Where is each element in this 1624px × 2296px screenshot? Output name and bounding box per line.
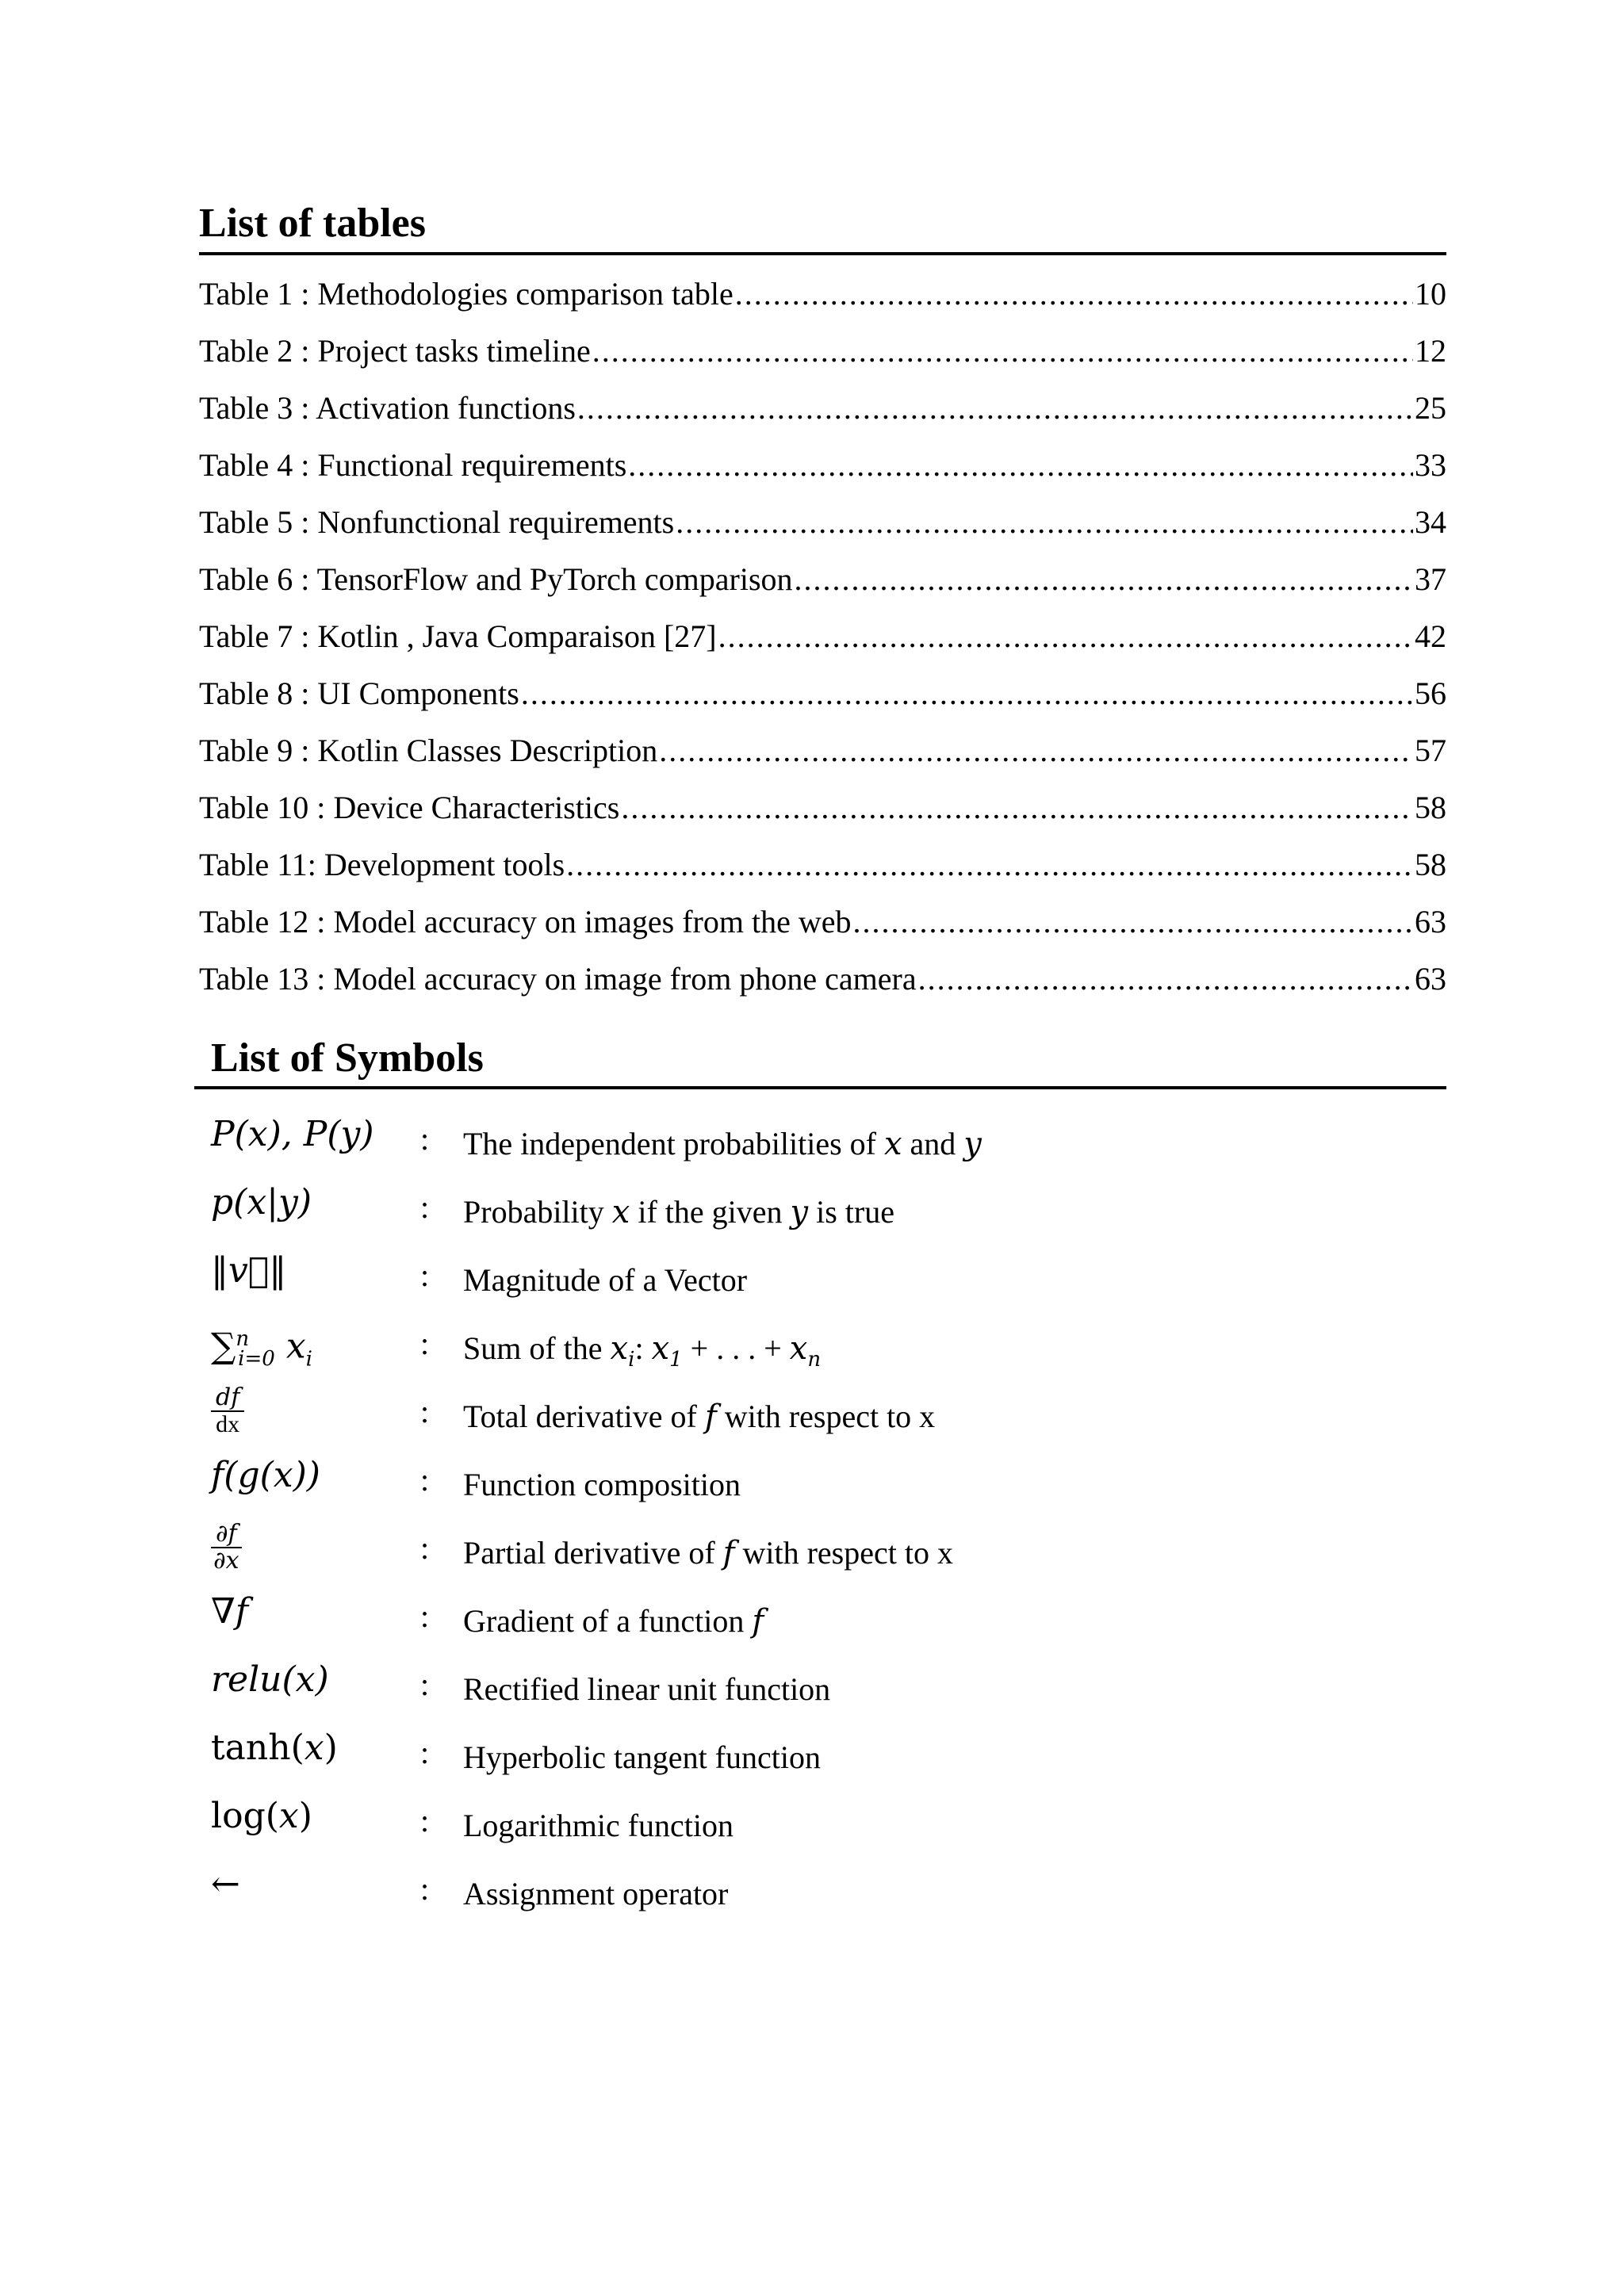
- toc-entry-page: 56: [1415, 675, 1446, 711]
- toc-dot-leader: [521, 672, 1413, 716]
- toc-dot-leader: [592, 329, 1413, 373]
- symbol-description: Assignment operator: [463, 1876, 729, 1911]
- symbol-separator: :: [420, 1871, 430, 1907]
- symbol-separator: :: [420, 1257, 430, 1293]
- toc-entry-page: 63: [1415, 904, 1446, 939]
- toc-dot-leader: [621, 786, 1413, 830]
- symbol-summation: ∑$^n_{i=0}$ $x_i$: [211, 1326, 312, 1372]
- toc-entry-page: 33: [1415, 447, 1446, 483]
- toc-entry-label: Table 6 : TensorFlow and PyTorch comparison: [199, 561, 793, 597]
- toc-entry[interactable]: [199, 900, 1446, 957]
- symbol-entry: [211, 1788, 1446, 1856]
- toc-entry-label: Table 4 : Functional requirements: [199, 447, 627, 483]
- tables-heading: List of tables: [199, 201, 426, 246]
- symbol-total-derivative: $\frac{df}{dx}$: [211, 1385, 244, 1437]
- symbol-separator: :: [420, 1735, 430, 1770]
- symbol-entry: [211, 1106, 1446, 1174]
- symbol-entry: [211, 1379, 1446, 1447]
- toc-entry-label: Table 9 : Kotlin Classes Description: [199, 733, 658, 768]
- symbol-description: Sum of the $x_i$: $x_1$ + . . . + $x_n$: [463, 1330, 822, 1372]
- toc-entry[interactable]: [199, 729, 1446, 786]
- symbol-function-composition: f(g(x)): [211, 1455, 320, 1495]
- symbol-entry: [211, 1720, 1446, 1788]
- toc-entry-label: Table 11: Development tools: [199, 847, 565, 882]
- toc-entry-page: 63: [1415, 961, 1446, 997]
- symbol-separator: :: [420, 1326, 430, 1361]
- toc-entry[interactable]: [199, 843, 1446, 900]
- symbol-probabilities: P(x), P(y): [211, 1114, 374, 1154]
- symbols-heading: List of Symbols: [211, 1035, 484, 1081]
- toc-entry[interactable]: [199, 272, 1446, 329]
- symbols-heading-rule: [194, 1086, 1446, 1089]
- toc-entry[interactable]: [199, 786, 1446, 843]
- toc-dot-leader: [566, 843, 1413, 887]
- toc-dot-leader: [795, 557, 1413, 602]
- toc-entry[interactable]: [199, 957, 1446, 1014]
- symbol-entry: [211, 1311, 1446, 1379]
- symbol-description: Gradient of a function f: [463, 1603, 764, 1640]
- toc-entry[interactable]: [199, 386, 1446, 443]
- symbol-separator: :: [420, 1803, 430, 1839]
- symbol-separator: :: [420, 1121, 430, 1157]
- symbol-description: Partial derivative of f with respect to x: [463, 1535, 953, 1571]
- symbol-conditional-probability: p(x|y): [211, 1182, 312, 1223]
- toc-entry-page: 58: [1415, 847, 1446, 882]
- symbol-entry: [211, 1515, 1446, 1583]
- toc-entry-label: Table 5 : Nonfunctional requirements: [199, 504, 675, 540]
- toc-entry-label: Table 2 : Project tasks timeline: [199, 333, 591, 369]
- symbol-description: Rectified linear unit function: [463, 1671, 831, 1707]
- symbol-entry: [211, 1856, 1446, 1924]
- symbol-separator: :: [420, 1189, 430, 1225]
- symbol-description: Function composition: [463, 1467, 741, 1502]
- toc-dot-leader: [718, 614, 1413, 659]
- toc-entry-label: Table 13 : Model accuracy on image from phone camera: [199, 961, 917, 997]
- toc-entry[interactable]: [199, 443, 1446, 500]
- symbols-list: [211, 1106, 1446, 1924]
- symbol-description: Logarithmic function: [463, 1808, 734, 1843]
- symbol-separator: :: [420, 1462, 430, 1498]
- toc-entry-label: Table 12 : Model accuracy on images from the web: [199, 904, 852, 939]
- symbol-description: Probability x if the given y is true: [463, 1194, 894, 1230]
- toc-entry[interactable]: [199, 614, 1446, 672]
- toc-entry-page: 10: [1415, 276, 1446, 312]
- toc-entry[interactable]: [199, 672, 1446, 729]
- symbol-separator: :: [420, 1598, 430, 1634]
- toc-entry-page: 37: [1415, 561, 1446, 597]
- toc-entry-page: 12: [1415, 333, 1446, 369]
- toc-entry-label: Table 3 : Activation functions: [199, 390, 576, 426]
- left-arrow-icon: ←: [211, 1864, 240, 1904]
- toc-entry-page: 58: [1415, 790, 1446, 825]
- symbol-gradient: ∇f: [211, 1591, 249, 1632]
- toc-dot-leader: [628, 443, 1413, 488]
- toc-entry-label: Table 8 : UI Components: [199, 675, 519, 711]
- toc-dot-leader: [676, 500, 1413, 545]
- symbol-separator: :: [420, 1394, 430, 1429]
- tables-heading-rule: [199, 252, 1446, 255]
- symbol-entry: [211, 1174, 1446, 1242]
- toc-dot-leader: [735, 272, 1413, 316]
- symbol-entry: [211, 1583, 1446, 1651]
- symbol-separator: :: [420, 1530, 430, 1566]
- symbol-entry: [211, 1242, 1446, 1311]
- toc-dot-leader: [852, 900, 1413, 944]
- toc-entry-page: 57: [1415, 733, 1446, 768]
- toc-dot-leader: [918, 957, 1413, 1001]
- symbol-entry: [211, 1651, 1446, 1720]
- symbol-relu: relu(x): [211, 1659, 329, 1700]
- toc-entry-page: 34: [1415, 504, 1446, 540]
- toc-dot-leader: [577, 386, 1413, 430]
- toc-dot-leader: [659, 729, 1413, 773]
- symbol-entry: [211, 1447, 1446, 1515]
- toc-entry-page: 25: [1415, 390, 1446, 426]
- symbol-description: Hyperbolic tangent function: [463, 1739, 821, 1775]
- symbol-description: Magnitude of a Vector: [463, 1262, 748, 1298]
- toc-entry-label: Table 1 : Methodologies comparison table: [199, 276, 733, 312]
- symbol-log: log(x): [211, 1796, 312, 1836]
- symbol-partial-derivative: $\frac{\partial f}{\partial x}$: [211, 1521, 242, 1574]
- toc-entry[interactable]: [199, 500, 1446, 557]
- tables-list: [199, 272, 1446, 1014]
- symbol-tanh: tanh(x): [211, 1728, 338, 1768]
- symbol-description: Total derivative of f with respect to x: [463, 1399, 936, 1435]
- symbol-description: The independent probabilities of x and y: [463, 1126, 982, 1162]
- toc-entry-label: Table 10 : Device Characteristics: [199, 790, 620, 825]
- toc-entry[interactable]: [199, 557, 1446, 614]
- toc-entry[interactable]: [199, 329, 1446, 386]
- symbol-vector-magnitude: ‖v⃗‖: [211, 1250, 287, 1291]
- symbol-separator: :: [420, 1667, 430, 1702]
- toc-entry-page: 42: [1415, 618, 1446, 654]
- toc-entry-label: Table 7 : Kotlin , Java Comparaison [27]: [199, 618, 717, 654]
